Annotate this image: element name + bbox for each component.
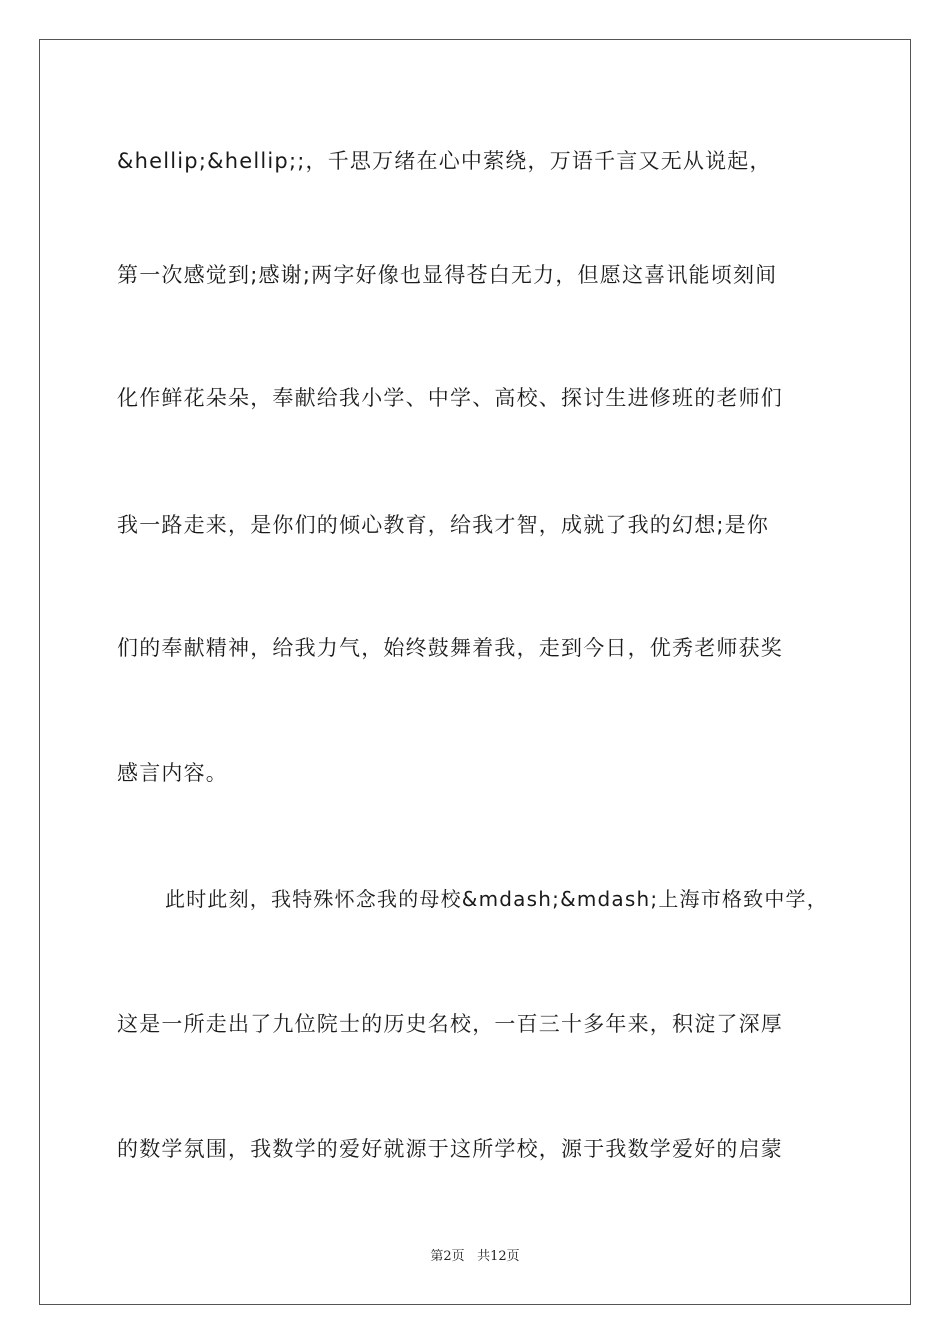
page-number: 第2页: [430, 1249, 465, 1264]
paragraph-line-3: 化作鲜花朵朵，奉献给我小学、中学、高校、探讨生进修班的老师们: [117, 386, 783, 410]
paragraph-line-6: 感言内容。: [117, 761, 228, 785]
page-border: [39, 39, 911, 1305]
page-footer: [0, 1248, 950, 1266]
paragraph-line-5: 们的奉献精神，给我力气，始终鼓舞着我，走到今日，优秀老师获奖: [117, 636, 783, 660]
paragraph-line-2: 第一次感觉到;感谢;两字好像也显得苍白无力，但愿这喜讯能顷刻间: [117, 263, 778, 287]
paragraph-line-9: 的数学氛围，我数学的爱好就源于这所学校，源于我数学爱好的启蒙: [117, 1137, 783, 1161]
paragraph-line-1: &hellip;&hellip;;，千思万绪在心中萦绕，万语千言又无从说起，: [117, 149, 772, 173]
page-total: 共12页: [477, 1249, 520, 1264]
paragraph-line-4: 我一路走来，是你们的倾心教育，给我才智，成就了我的幻想;是你: [117, 513, 770, 537]
paragraph-line-7: 此时此刻，我特殊怀念我的母校&mdash;&mdash;上海市格致中学，: [165, 887, 828, 911]
paragraph-line-8: 这是一所走出了九位院士的历史名校，一百三十多年来，积淀了深厚: [117, 1012, 783, 1036]
